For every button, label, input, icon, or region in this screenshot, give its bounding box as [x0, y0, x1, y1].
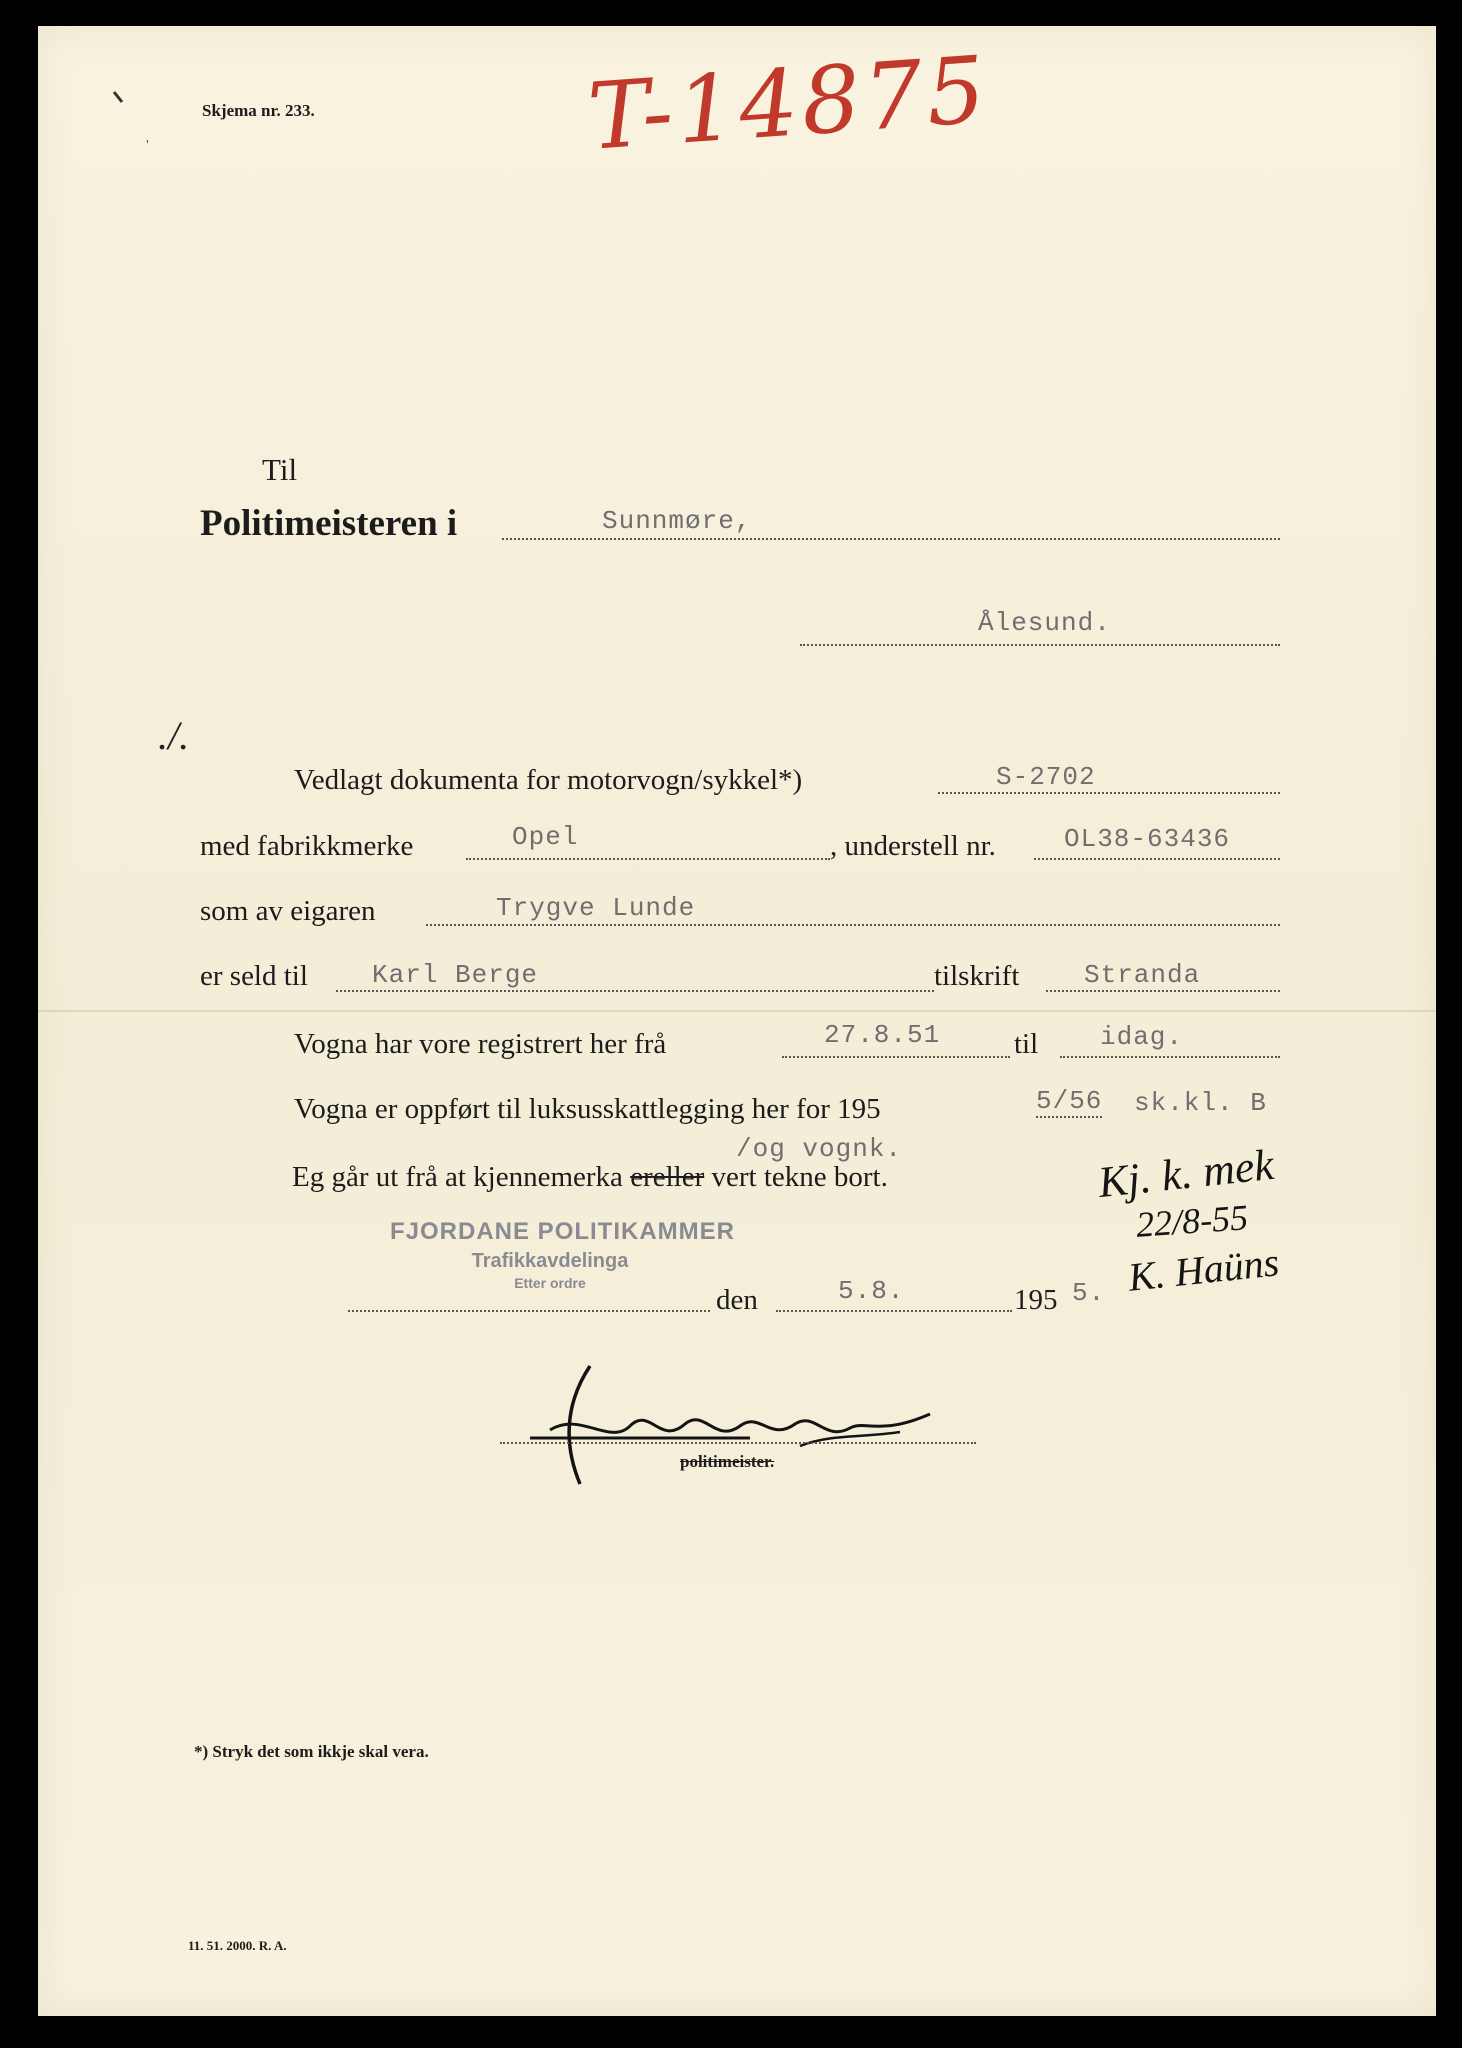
paper-fold: [38, 1010, 1436, 1012]
year-label: 195: [1014, 1284, 1058, 1316]
chassis-value: OL38-63436: [1064, 824, 1231, 854]
handwritten-remark-line3: K. Haüns: [1126, 1239, 1282, 1300]
stamp-line1: FJORDANE POLITIKAMMER: [390, 1218, 735, 1245]
make-value: Opel: [512, 822, 579, 852]
handwritten-remark-line2: 22/8-55: [1134, 1197, 1250, 1245]
margin-mark: ./.: [158, 713, 190, 758]
plates-label-end: vert tekne bort.: [711, 1161, 888, 1193]
document-page: [38, 26, 1436, 2016]
form-number: Skjema nr. 233.: [202, 101, 315, 120]
plates-label-start: Eg går ut frå at kjennemerka: [292, 1161, 623, 1193]
buyer-line: [336, 990, 934, 992]
district-line: [502, 538, 1280, 540]
city-value: Ålesund.: [978, 608, 1111, 638]
owner-label: som av eigaren: [200, 895, 376, 927]
buyer-address-line: [1046, 990, 1280, 992]
tax-label: Vogna er oppført til luksusskattlegging her for 195: [294, 1093, 881, 1125]
den-label: den: [716, 1284, 758, 1316]
print-code: 11. 51. 2000. R. A.: [188, 1938, 287, 1953]
registration-line: [938, 792, 1280, 794]
buyer-address-value: Stranda: [1084, 960, 1201, 990]
stamp-line3: Etter ordre: [514, 1275, 586, 1291]
make-line: [466, 858, 830, 860]
plates-insert: /og vognk.: [736, 1134, 903, 1164]
place-line: [348, 1310, 710, 1312]
registered-from-value: 27.8.51: [824, 1020, 941, 1050]
registered-to-value: idag.: [1100, 1022, 1184, 1052]
stamp-line2: Trafikkavdelinga: [471, 1250, 629, 1272]
registered-to-line: [1060, 1056, 1280, 1058]
address-label: tilskrift: [934, 960, 1020, 992]
plates-label: [292, 1161, 888, 1194]
vehicle-label: Vedlagt dokumenta for motorvogn/sykkel*): [294, 764, 803, 796]
owner-value: Trygve Lunde: [496, 893, 696, 923]
owner-line: [426, 924, 1280, 926]
handwritten-signature: [500, 1356, 980, 1496]
footnote: *) Stryk det som ikkje skal vera.: [194, 1742, 429, 1761]
date-line: [776, 1310, 1012, 1312]
plates-struck-er: er: [630, 1161, 653, 1193]
date-day-value: 5.8.: [838, 1276, 905, 1306]
year-digit-value: 5.: [1072, 1278, 1106, 1308]
chassis-line: [1034, 858, 1280, 860]
plates-struck-eller: eller: [652, 1161, 705, 1193]
police-stamp: [390, 1218, 735, 1291]
city-line: [800, 644, 1280, 646]
tax-year-value: 5/56: [1036, 1086, 1103, 1116]
margin-scratch-marks: [108, 88, 148, 158]
tax-class-value: sk.kl. B: [1134, 1088, 1267, 1118]
to-label: Til: [262, 452, 298, 487]
chassis-label: , understell nr.: [830, 830, 996, 862]
registered-from-line: [782, 1056, 1010, 1058]
handwritten-remark-line1: Kj. k. mek: [1095, 1139, 1277, 1208]
handwritten-file-number: T-14875: [584, 36, 993, 171]
registered-label: Vogna har vore registrert her frå: [294, 1028, 667, 1060]
signature-line: [500, 1442, 976, 1444]
until-label: til: [1014, 1028, 1039, 1060]
recipient-label: Politimeisteren i: [200, 503, 458, 544]
signature-title: politimeister.: [680, 1452, 775, 1471]
buyer-value: Karl Berge: [372, 960, 539, 990]
district-value: Sunnmøre,: [602, 506, 752, 536]
make-label: med fabrikkmerke: [200, 830, 414, 862]
registration-value: S-2702: [996, 762, 1096, 792]
sold-label: er seld til: [200, 960, 308, 992]
